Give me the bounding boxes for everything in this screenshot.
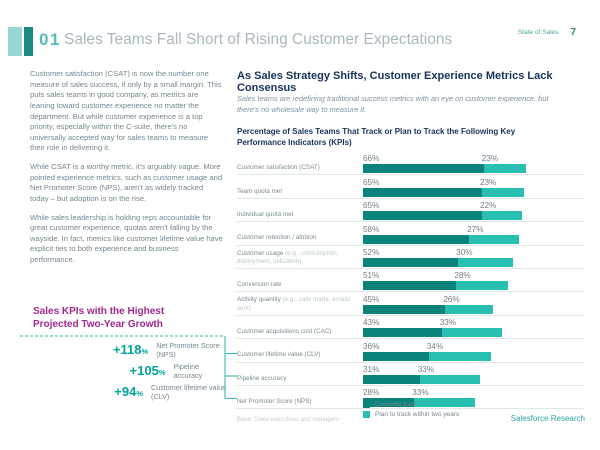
legend-label: Currently track [375,401,418,408]
bar-value-currently-track: 45% [363,294,380,304]
bar-value-currently-track: 65% [363,201,380,211]
bar-segment-currently-track [363,211,482,220]
body-paragraph: Customer satisfaction (CSAT) is now the number one measure of sales success, if only by a small margin. This puts sales teams in good company, as metrics are leaning toward customer experience no matter the department. But while customer experience is a top priority, especially within the C-suite, there's no universally accepted way for sales teams to measure their role in delivering it. [30,69,222,153]
legend-swatch [363,411,370,418]
bar-segment-plan-to-track [469,235,518,244]
chart-row-bars [363,246,585,268]
chart-legend [363,401,459,421]
kpi-bar-chart [237,152,585,409]
bar-value-currently-track: 58% [363,224,380,234]
chart-row-note: (e.g., consumption, deployment, utilization) [237,249,339,265]
callout-growth-value: +94% [114,384,144,399]
chart-row-note: (e.g., calls made, emails sent) [237,296,351,312]
legend-item [363,401,459,408]
callout-item-label: Customer lifetime value (CLV) [151,382,227,401]
chart-row-bars [363,292,585,314]
chart-row-bars [363,363,585,385]
chart-row-bars [363,316,585,338]
chart-row [237,175,585,198]
chart-row-label: Customer lifetime value (CLV) [237,351,321,359]
chart-row-bars [363,152,585,174]
chart-row [237,152,585,175]
bar-value-plan-to-track: 23% [481,154,499,164]
percent-sign: % [141,347,149,356]
callout-item [30,360,228,381]
bar-segment-currently-track [363,235,469,244]
bar-segment-currently-track [363,258,458,267]
chart-row-label: Team quota met [237,187,283,195]
bar-value-plan-to-track: 34% [426,341,444,351]
bar-value-currently-track: 52% [363,247,380,257]
chart-row-label: Customer satisfaction (CSAT) [237,164,320,172]
chart-row [237,292,585,315]
chart-title: Percentage of Sales Teams That Track or Plan to Track the Following Key Performance Indicators (KPIs) [237,127,516,147]
chart-row-label: Conversion rate [237,281,282,289]
bar-segment-plan-to-track [456,281,507,290]
chapter-flag-light [8,27,22,56]
bar-value-plan-to-track: 28% [454,271,471,281]
callout-title: Sales KPIs with the Highest Projected Two-Year Growth [33,306,165,330]
chart-row-bars [363,175,585,197]
chart-row [237,339,585,362]
bar-segment-plan-to-track [429,352,491,361]
callout-item-label: Net Promoter Score (NPS) [156,340,220,359]
bar-value-currently-track: 51% [363,271,380,281]
body-paragraph: While CSAT is a worthy metric, it's arguably vague. More pointed experience metrics, such as customer usage and Net Promoter Score (NPS), aren't as widely tracked today – but adoption is on the rise. [30,162,223,203]
chart-row [237,316,585,339]
bar-value-plan-to-track: 26% [443,294,460,304]
callout-item [30,339,228,360]
bar-value-currently-track: 31% [363,364,380,374]
bar-segment-plan-to-track [482,211,522,220]
bar-value-plan-to-track: 27% [467,224,484,234]
bar-segment-plan-to-track [445,305,493,314]
bar-value-currently-track: 66% [363,154,380,164]
bar-value-plan-to-track: 33% [412,388,429,398]
chart-row-bars [363,269,585,291]
chart-row-label: Individual quota met [237,211,294,218]
bar-value-currently-track: 28% [363,388,380,398]
chart-row [237,269,585,292]
chart-row [237,199,585,222]
section-subheading: Sales teams are redefining traditional success metrics with an eye on customer experience, but there's no wholesale way to measure it. [237,94,549,114]
callout-item-label: Pipeline accuracy [173,361,203,380]
bar-value-currently-track: 43% [363,318,380,328]
salesforce-research-brand: Salesforce Research [510,414,585,423]
callout-item [30,381,228,402]
chart-row-label: Net Promoter Score (NPS) [237,398,312,406]
bar-value-plan-to-track: 22% [479,201,497,211]
chapter-flag-dark [24,27,33,56]
chart-row [237,222,585,245]
bar-segment-plan-to-track [482,188,524,197]
chart-row-label: Pipeline accuracy [237,374,287,382]
bar-value-currently-track: 36% [363,341,380,351]
bar-segment-plan-to-track [458,258,513,267]
legend-swatch [363,401,370,408]
bar-segment-currently-track [363,328,442,337]
body-paragraph: While sales leadership is holding reps accountable for great customer experience, quotas aren't falling by the wayside. In fact, metrics like customer lifetime value have explicit ties to both experience and business performance. [30,212,223,264]
chart-row-bars [363,222,585,244]
bar-segment-plan-to-track [484,164,526,173]
chart-row-label: Customer acquisitions cost (CAC) [237,327,332,335]
callout-rows [30,339,228,402]
chart-row-label: Customer retention / attrition [237,234,317,242]
bar-value-plan-to-track: 23% [479,177,497,187]
page-number: 7 [570,27,576,38]
chart-row-label: Activity quantity (e.g., calls made, emails sent) [237,296,351,312]
percent-sign: % [158,368,166,377]
base-footnote: Base: Sales executives and managers [237,417,340,423]
legend-label: Plan to track within two years [375,411,460,418]
bar-segment-currently-track [363,188,482,197]
bar-segment-currently-track [363,305,445,314]
callout-growth-value: +105% [129,363,166,378]
chapter-title: Sales Teams Fall Short of Rising Customer Expectations [64,31,453,48]
percent-sign: % [136,389,144,398]
folio [518,27,576,38]
bar-value-plan-to-track: 30% [456,247,473,257]
chart-row-bars [363,199,585,221]
chart-row [237,363,585,386]
section-heading: As Sales Strategy Shifts, Customer Experience Metrics Lack Consensus [237,70,553,94]
legend-item [363,411,459,418]
report-name: State of Sales [517,29,559,36]
bar-value-currently-track: 65% [363,177,380,187]
chapter-number: 01 [39,30,61,49]
bar-segment-plan-to-track [420,375,480,384]
bar-segment-currently-track [363,164,484,173]
callout-growth-value: +118% [112,342,149,357]
bar-segment-currently-track [363,375,420,384]
chart-row [237,246,585,269]
bar-value-plan-to-track: 33% [439,318,457,328]
chart-row-label: Customer usage (e.g., consumption, deployment, utilization) [237,249,339,265]
body-text-column [30,69,223,274]
bar-segment-plan-to-track [442,328,502,337]
bar-value-plan-to-track: 33% [417,364,435,374]
chart-row-bars [363,339,585,361]
bar-segment-currently-track [363,352,429,361]
bar-segment-currently-track [363,281,456,290]
